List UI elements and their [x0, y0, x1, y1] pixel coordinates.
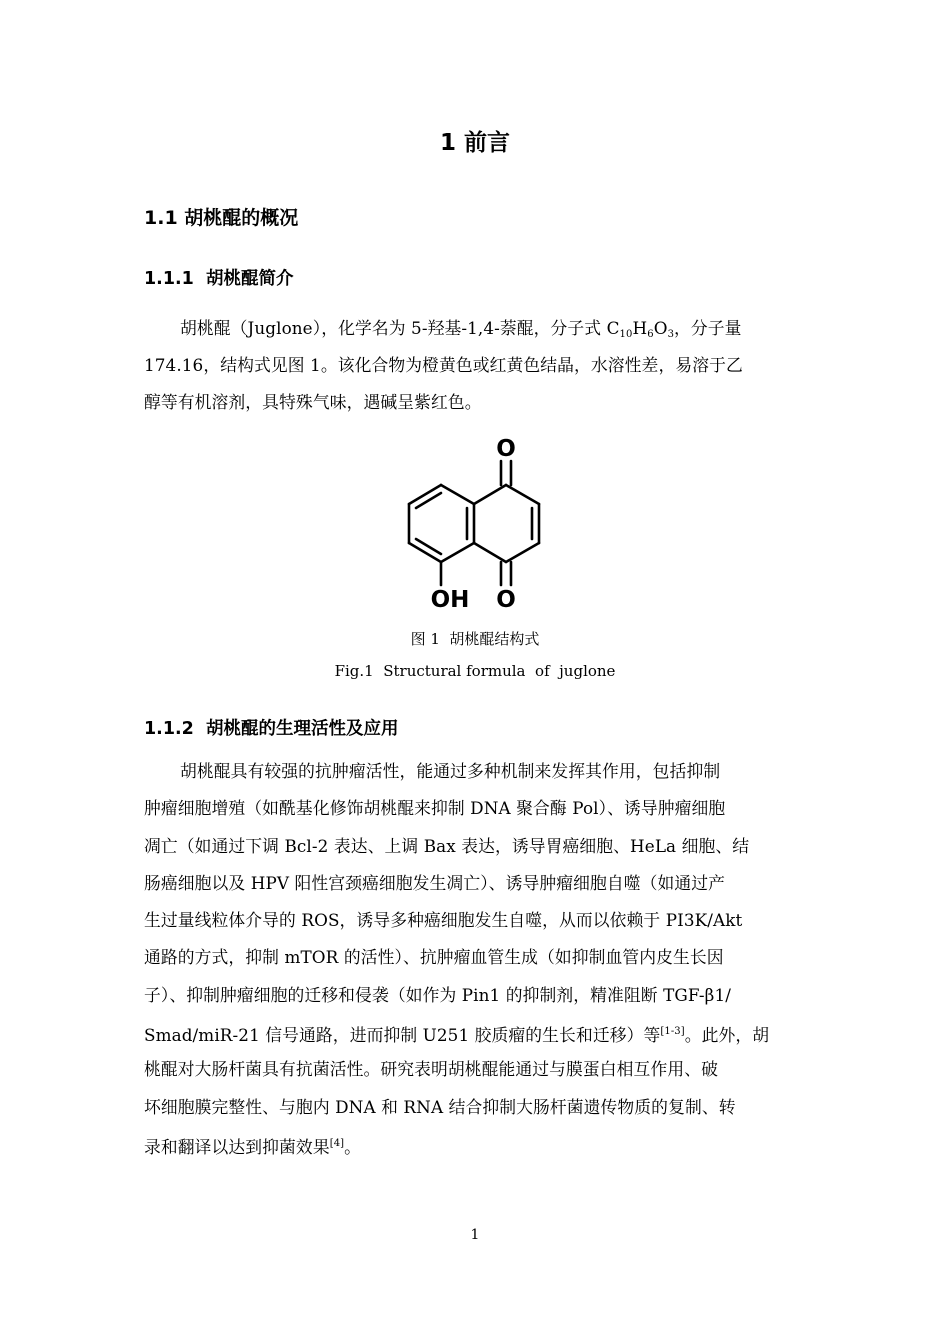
figure-caption-chinese: 图 1 胡桃醌结构式: [410, 630, 540, 648]
paragraph-line: 生过量线粒体介导的 ROS，诱导多种癌细胞发生自噬，从而以依赖于 PI3K/Akt: [144, 910, 743, 930]
oxygen-label-top: O: [496, 436, 516, 462]
paragraph-line: Smad/miR-21 信号通路，进而抑制 U251 胶质瘤的生长和迁移）等[1-3]。此外，胡: [144, 1025, 770, 1045]
citation-1-3: [1-3]: [660, 1026, 685, 1037]
subsection-title-intro: 1.1.1 胡桃醌简介: [144, 269, 294, 289]
paragraph-line: 174.16，结构式见图 1。该化合物为橙黄色或红黄色结晶，水溶性差，易溶于乙: [144, 355, 743, 375]
paragraph-line: 子）、抑制肿瘤细胞的迁移和侵袭（如作为 Pin1 的抑制剂，精准阻断 TGF-β1/: [144, 985, 732, 1005]
chapter-title: 1 前言: [439, 130, 510, 156]
figure-caption-english: Fig.1 Structural formula of juglone: [334, 662, 616, 680]
paragraph-line: 醇等有机溶剂，具特殊气味，遇碱呈紫红色。: [144, 392, 482, 412]
paragraph-line: 胡桃醌（Juglone），化学名为 5-羟基-1,4-萘醌，分子式 $C_{10}H_6O_3$，分子量: [180, 318, 742, 340]
page-number: 1: [470, 1227, 480, 1243]
subsection-title-activity: 1.1.2 胡桃醌的生理活性及应用: [144, 719, 399, 739]
paragraph-line: 桃醌对大肠杆菌具有抗菌活性。研究表明胡桃醌能通过与膜蛋白相互作用、破: [144, 1059, 718, 1079]
juglone-structure-diagram: [404, 433, 544, 613]
paragraph-line: 肠癌细胞以及 HPV 阳性宫颈癌细胞发生凋亡）、诱导肿瘤细胞自噬（如通过产: [144, 873, 726, 893]
hydroxyl-label: OH: [430, 587, 470, 613]
paragraph-line: 录和翻译以达到抑菌效果[4]。: [144, 1137, 362, 1157]
citation-4: [4]: [329, 1138, 345, 1149]
paragraph-line: 通路的方式，抑制 mTOR 的活性）、抗肿瘤血管生成（如抑制血管内皮生长因: [144, 947, 724, 967]
oxygen-label-bottom: O: [496, 587, 516, 613]
paragraph-line: 凋亡（如通过下调 Bcl-2 表达、上调 Bax 表达，诱导胃癌细胞、HeLa 细胞、结: [144, 836, 750, 856]
section-title: 1.1 胡桃醌的概况: [144, 207, 299, 229]
paragraph-line: 肿瘤细胞增殖（如酰基化修饰胡桃醌来抑制 DNA 聚合酶 Pol）、诱导肿瘤细胞: [144, 798, 726, 818]
paragraph-line: 胡桃醌具有较强的抗肿瘤活性，能通过多种机制来发挥其作用，包括抑制: [180, 761, 721, 781]
paragraph-line: 坏细胞膜完整性、与胞内 DNA 和 RNA 结合抑制大肠杆菌遗传物质的复制、转: [144, 1097, 736, 1117]
